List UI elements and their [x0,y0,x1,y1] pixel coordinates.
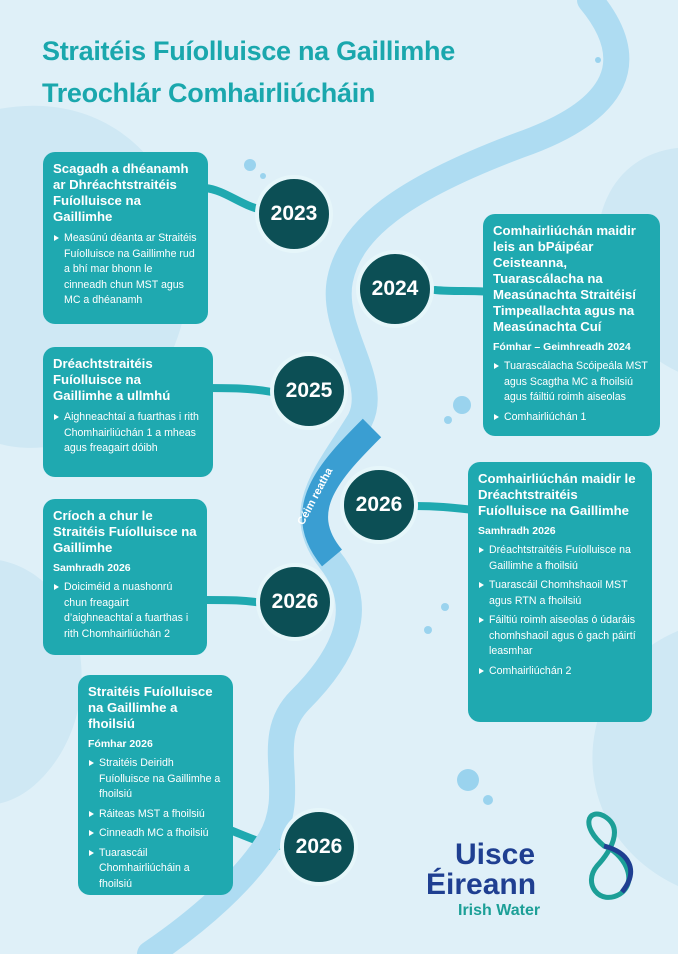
milestone-period: Fómhar – Geimhreadh 2024 [493,341,631,353]
year-circle: 2026 [256,563,334,641]
milestone-bullet: Measúnú déanta ar Straitéis Fuíolluisce na Gaillimhe rud a bhí mar bhonn le cinneadh chun MST agus MC a dhéanamh [53,231,198,309]
milestone-title: Scagadh a dhéanamh ar Dhréachtstraitéis Fuíolluisce na Gaillimhe [53,161,189,224]
year-circle: 2026 [280,808,358,886]
year-circle: 2023 [255,175,333,253]
milestone-bullet: Aighneachtaí a fuarthas i rith Chomhairliúchán 1 a mheas agus freagairt dóibh [53,410,203,457]
milestone-bullet: Comhairliúchán 2 [478,664,642,680]
milestone-title: Comhairliúchán maidir leis an bPáipéar Ceisteanna, Tuarascálacha na Measúnachta Straitéisí Timpeallachta agus na Measúnachta Cuí [493,223,636,334]
year-circle: 2025 [270,352,348,430]
connector [435,290,490,292]
page-title: Straitéis Fuíolluisce na Gaillimhe [42,36,455,66]
logo-uisce: Uisce [455,838,536,871]
milestone-card-2023 [43,152,208,324]
milestone-bullet: Doiciméid a nuashonrú chun freagairt d’aighneachtaí a fuarthas i rith Chomhairliúchán 2 [53,580,197,642]
milestone-title: Dréachtstraitéis Fuíolluisce na Gaillimhe a ullmhú [53,356,171,403]
milestone-bullet: Fáiltiú roimh aiseolas ó údaráis chomhshaoil agus ó gach páirtí leasmhar [478,613,642,660]
logo-eireann: Éireann [426,868,537,901]
connector [205,188,262,210]
milestone-period: Fómhar 2026 [88,738,153,750]
milestone-card-2025 [43,347,213,477]
logo-irish-water: Irish Water [458,902,541,919]
milestone-card-2026-publish [78,675,233,895]
current-stage-label: Céim reatha [295,465,336,528]
milestone-bullet: Tuarascálacha Scóipeála MST agus Scagtha MC a fhoilsiú agus fáiltiú roimh aiseolas [493,359,650,406]
milestone-period: Samhradh 2026 [478,525,556,537]
page-subtitle: Treochlár Comhairliúcháin [42,78,376,108]
milestone-period: Samhradh 2026 [53,562,131,574]
connector [415,506,474,510]
year-circle: 2026 [340,466,418,544]
milestone-bullet: Dréachtstraitéis Fuíolluisce na Gaillimhe a fhoilsiú [478,543,642,574]
milestone-bullet: Tuarascáil Chomhairliúcháin a fhoilsiú [88,846,223,893]
milestone-bullet: Straitéis Deiridh Fuíolluisce na Gaillimhe a fhoilsiú [88,756,223,803]
milestone-title: Straitéis Fuíolluisce na Gaillimhe a fhoilsiú [88,684,213,731]
milestone-bullet: Tuarascáil Chomhshaoil MST agus RTN a fhoilsiú [478,578,642,609]
milestone-title: Comhairliúchán maidir le Dréachtstraitéis Fuíolluisce na Gaillimhe [478,471,636,518]
connector [205,388,272,392]
milestone-card-2026-finalise [43,499,207,655]
milestone-title: Críoch a chur le Straitéis Fuíolluisce na Gaillimhe [53,508,197,555]
year-circle: 2024 [356,250,434,328]
milestone-bullet: Comhairliúchán 1 [493,410,650,426]
milestone-card-2024 [483,214,660,436]
milestone-bullet: Ráiteas MST a fhoilsiú [88,807,223,823]
milestone-bullet: Cinneadh MC a fhoilsiú [88,826,223,842]
connector [205,600,262,603]
milestone-card-2026-consultation [468,462,652,722]
